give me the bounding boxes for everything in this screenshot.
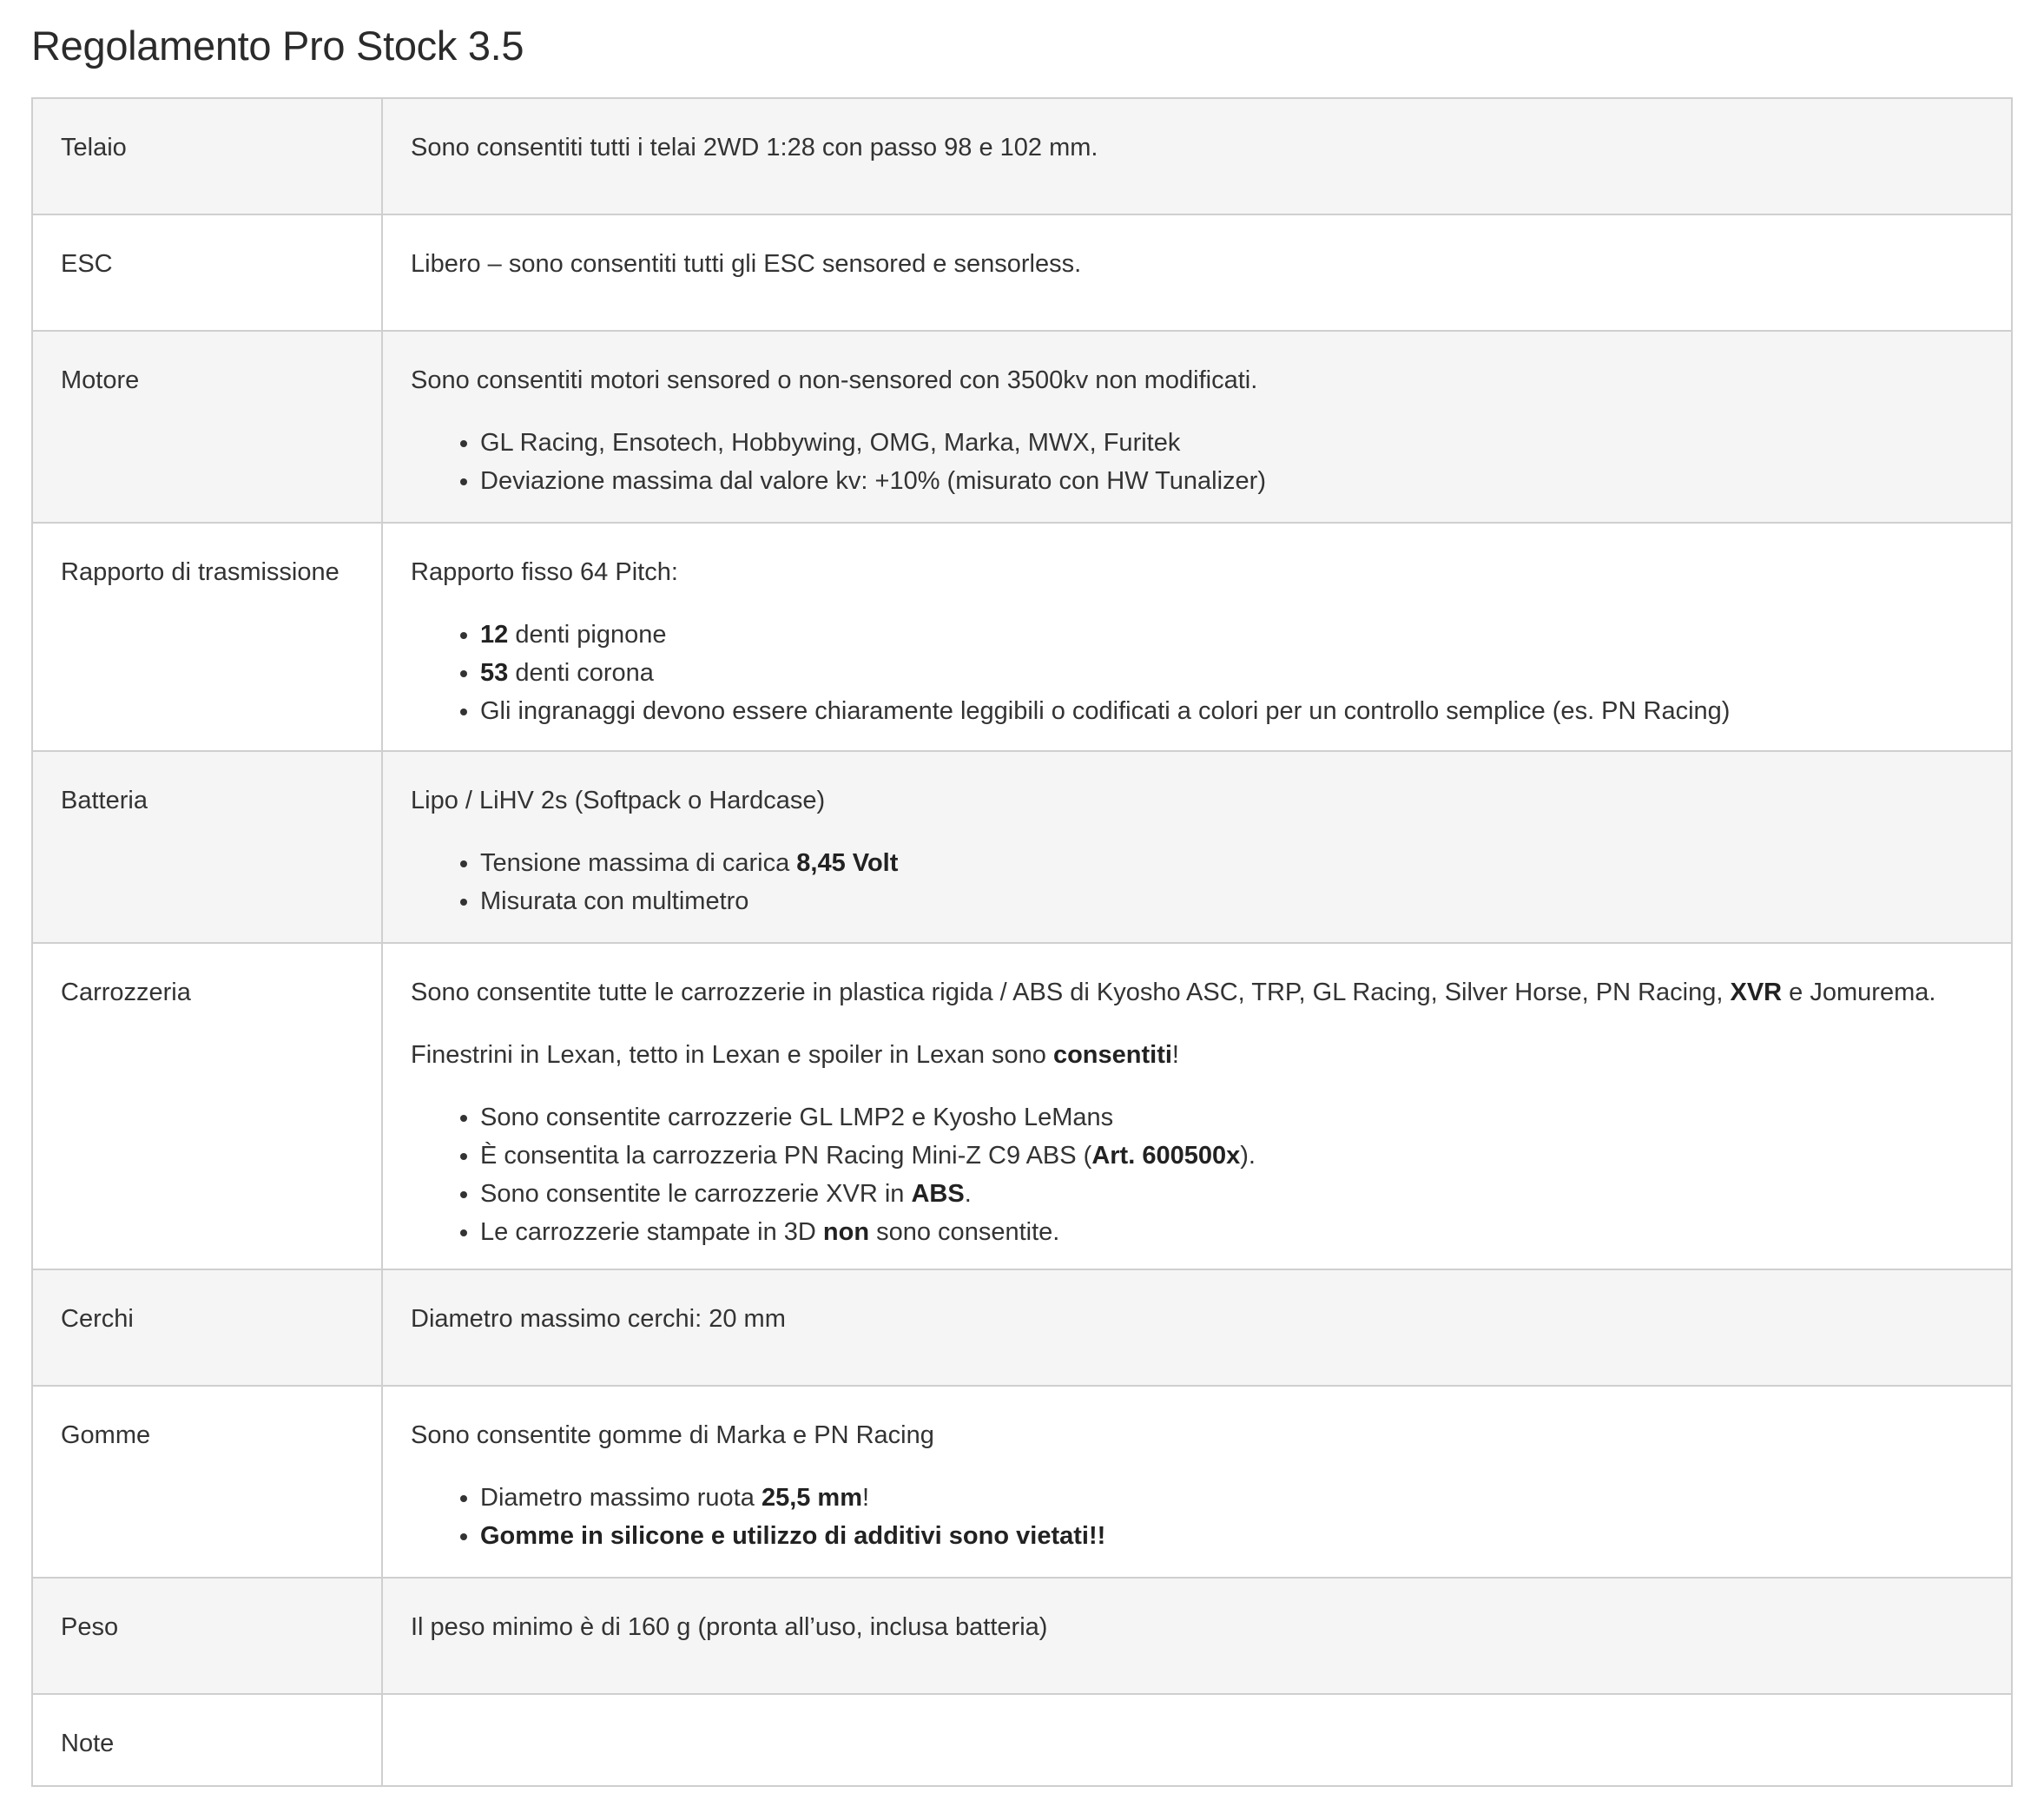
row-value-cell <box>382 331 2012 523</box>
list-item: • È consentita la carrozzeria PN Racing Mini-Z C9 ABS (Art. 600500x). <box>480 1137 1983 1175</box>
row-label: Gomme <box>61 1421 151 1449</box>
bold-text: non <box>822 1218 870 1246</box>
row-value <box>411 332 1983 500</box>
rule-bullet-list <box>411 616 1983 730</box>
row-label: Note <box>61 1730 115 1757</box>
row-label-cell <box>32 1578 382 1694</box>
list-item: • Tensione massima di carica 8,45 Volt <box>480 844 1983 882</box>
row-label-cell <box>32 1269 382 1386</box>
rule-bullet-list <box>411 1479 1983 1555</box>
row-label: Cerchi <box>61 1305 134 1333</box>
row-value <box>411 215 1983 283</box>
list-item: • GL Racing, Ensotech, Hobbywing, OMG, Marka, MWX, Furitek <box>480 424 1983 462</box>
table-row <box>32 98 2012 214</box>
row-label-cell <box>32 523 382 751</box>
rule-paragraph: Finestrini in Lexan, tetto in Lexan e spoiler in Lexan sono consentiti! <box>411 1041 1179 1069</box>
bold-text: ABS <box>911 1180 965 1208</box>
row-label-cell <box>32 214 382 331</box>
table-row <box>32 1269 2012 1386</box>
row-value <box>411 524 1983 730</box>
rules-table <box>31 97 2013 1787</box>
row-value-cell <box>382 1694 2012 1786</box>
row-value-cell <box>382 1269 2012 1386</box>
rule-paragraph: Sono consentiti motori sensored o non-sensored con 3500kv non modificati. <box>411 366 1258 394</box>
rule-bullet-list <box>411 424 1983 500</box>
bold-text: consentiti <box>1052 1041 1172 1069</box>
bold-text: 25,5 mm <box>761 1484 863 1512</box>
table-row <box>32 331 2012 523</box>
rule-paragraph: Lipo / LiHV 2s (Softpack o Hardcase) <box>411 787 826 814</box>
rule-bullet-list <box>411 1098 1983 1251</box>
bold-text: 12 <box>480 621 509 649</box>
row-value-cell <box>382 523 2012 751</box>
page <box>31 0 2013 1757</box>
table-row <box>32 1578 2012 1694</box>
bold-text: 8,45 Volt <box>796 849 899 877</box>
row-value-cell <box>382 214 2012 331</box>
row-label-cell <box>32 98 382 214</box>
table-row <box>32 943 2012 1269</box>
list-item: • Sono consentite le carrozzerie XVR in ABS. <box>480 1175 1983 1213</box>
rule-paragraph: Rapporto fisso 64 Pitch: <box>411 558 678 586</box>
row-label-cell <box>32 751 382 943</box>
table-row <box>32 751 2012 943</box>
bold-text: XVR <box>1730 979 1783 1006</box>
bold-text: Gomme in silicone e utilizzo di additivi sono vietati!! <box>480 1522 1106 1550</box>
table-row <box>32 1694 2012 1786</box>
row-label-cell <box>32 1386 382 1578</box>
rules-table-body <box>32 98 2012 1786</box>
bold-text: Art. 600500x <box>1091 1142 1241 1170</box>
list-item: • 12 denti pignone <box>480 616 1983 654</box>
row-label: Batteria <box>61 787 148 814</box>
row-value-cell <box>382 98 2012 214</box>
bold-text: 53 <box>480 659 509 687</box>
row-label: ESC <box>61 250 113 278</box>
row-value-cell <box>382 1578 2012 1694</box>
list-item: • Sono consentite carrozzerie GL LMP2 e Kyosho LeMans <box>480 1098 1983 1137</box>
page-title: Regolamento Pro Stock 3.5 <box>31 23 524 69</box>
row-value <box>411 944 1983 1251</box>
list-item: • Le carrozzerie stampate in 3D non sono consentite. <box>480 1213 1983 1251</box>
table-row <box>32 1386 2012 1578</box>
row-label: Motore <box>61 366 140 394</box>
list-item <box>480 1517 1983 1555</box>
row-value <box>411 752 1983 920</box>
rule-paragraph: Libero – sono consentiti tutti gli ESC sensored e sensorless. <box>411 250 1082 278</box>
row-label-cell <box>32 943 382 1269</box>
row-label: Telaio <box>61 134 127 161</box>
rule-bullet-list <box>411 844 1983 920</box>
row-value <box>411 99 1983 167</box>
row-label: Rapporto di trasmissione <box>61 558 340 586</box>
row-value-cell <box>382 943 2012 1269</box>
row-label-cell <box>32 1694 382 1786</box>
row-value <box>411 1387 1983 1555</box>
list-item: • Gli ingranaggi devono essere chiaramente leggibili o codificati a colori per un controllo semplice (es. PN Racing) <box>480 692 1983 730</box>
list-item: • 53 denti corona <box>480 654 1983 692</box>
list-item: • Deviazione massima dal valore kv: +10% (misurato con HW Tunalizer) <box>480 462 1983 500</box>
row-value <box>411 1695 1983 1724</box>
rule-paragraph: Sono consentite tutte le carrozzerie in plastica rigida / ABS di Kyosho ASC, TRP, GL Racing, Silver Horse, PN Racing, XVR e Jomurema. <box>411 979 1936 1006</box>
row-value <box>411 1270 1983 1338</box>
rule-paragraph: Sono consentiti tutti i telai 2WD 1:28 con passo 98 e 102 mm. <box>411 134 1098 161</box>
list-item: • Misurata con multimetro <box>480 882 1983 920</box>
row-label-cell <box>32 331 382 523</box>
list-item: • Diametro massimo ruota 25,5 mm! <box>480 1479 1983 1517</box>
rule-paragraph: Il peso minimo è di 160 g (pronta all’uso, inclusa batteria) <box>411 1613 1048 1641</box>
row-value-cell <box>382 1386 2012 1578</box>
row-value <box>411 1579 1983 1646</box>
table-row <box>32 214 2012 331</box>
table-row <box>32 523 2012 751</box>
rule-paragraph: Sono consentite gomme di Marka e PN Racing <box>411 1421 934 1449</box>
rule-paragraph: Diametro massimo cerchi: 20 mm <box>411 1305 786 1333</box>
row-label: Carrozzeria <box>61 979 191 1006</box>
row-label: Peso <box>61 1613 119 1641</box>
row-value-cell <box>382 751 2012 943</box>
